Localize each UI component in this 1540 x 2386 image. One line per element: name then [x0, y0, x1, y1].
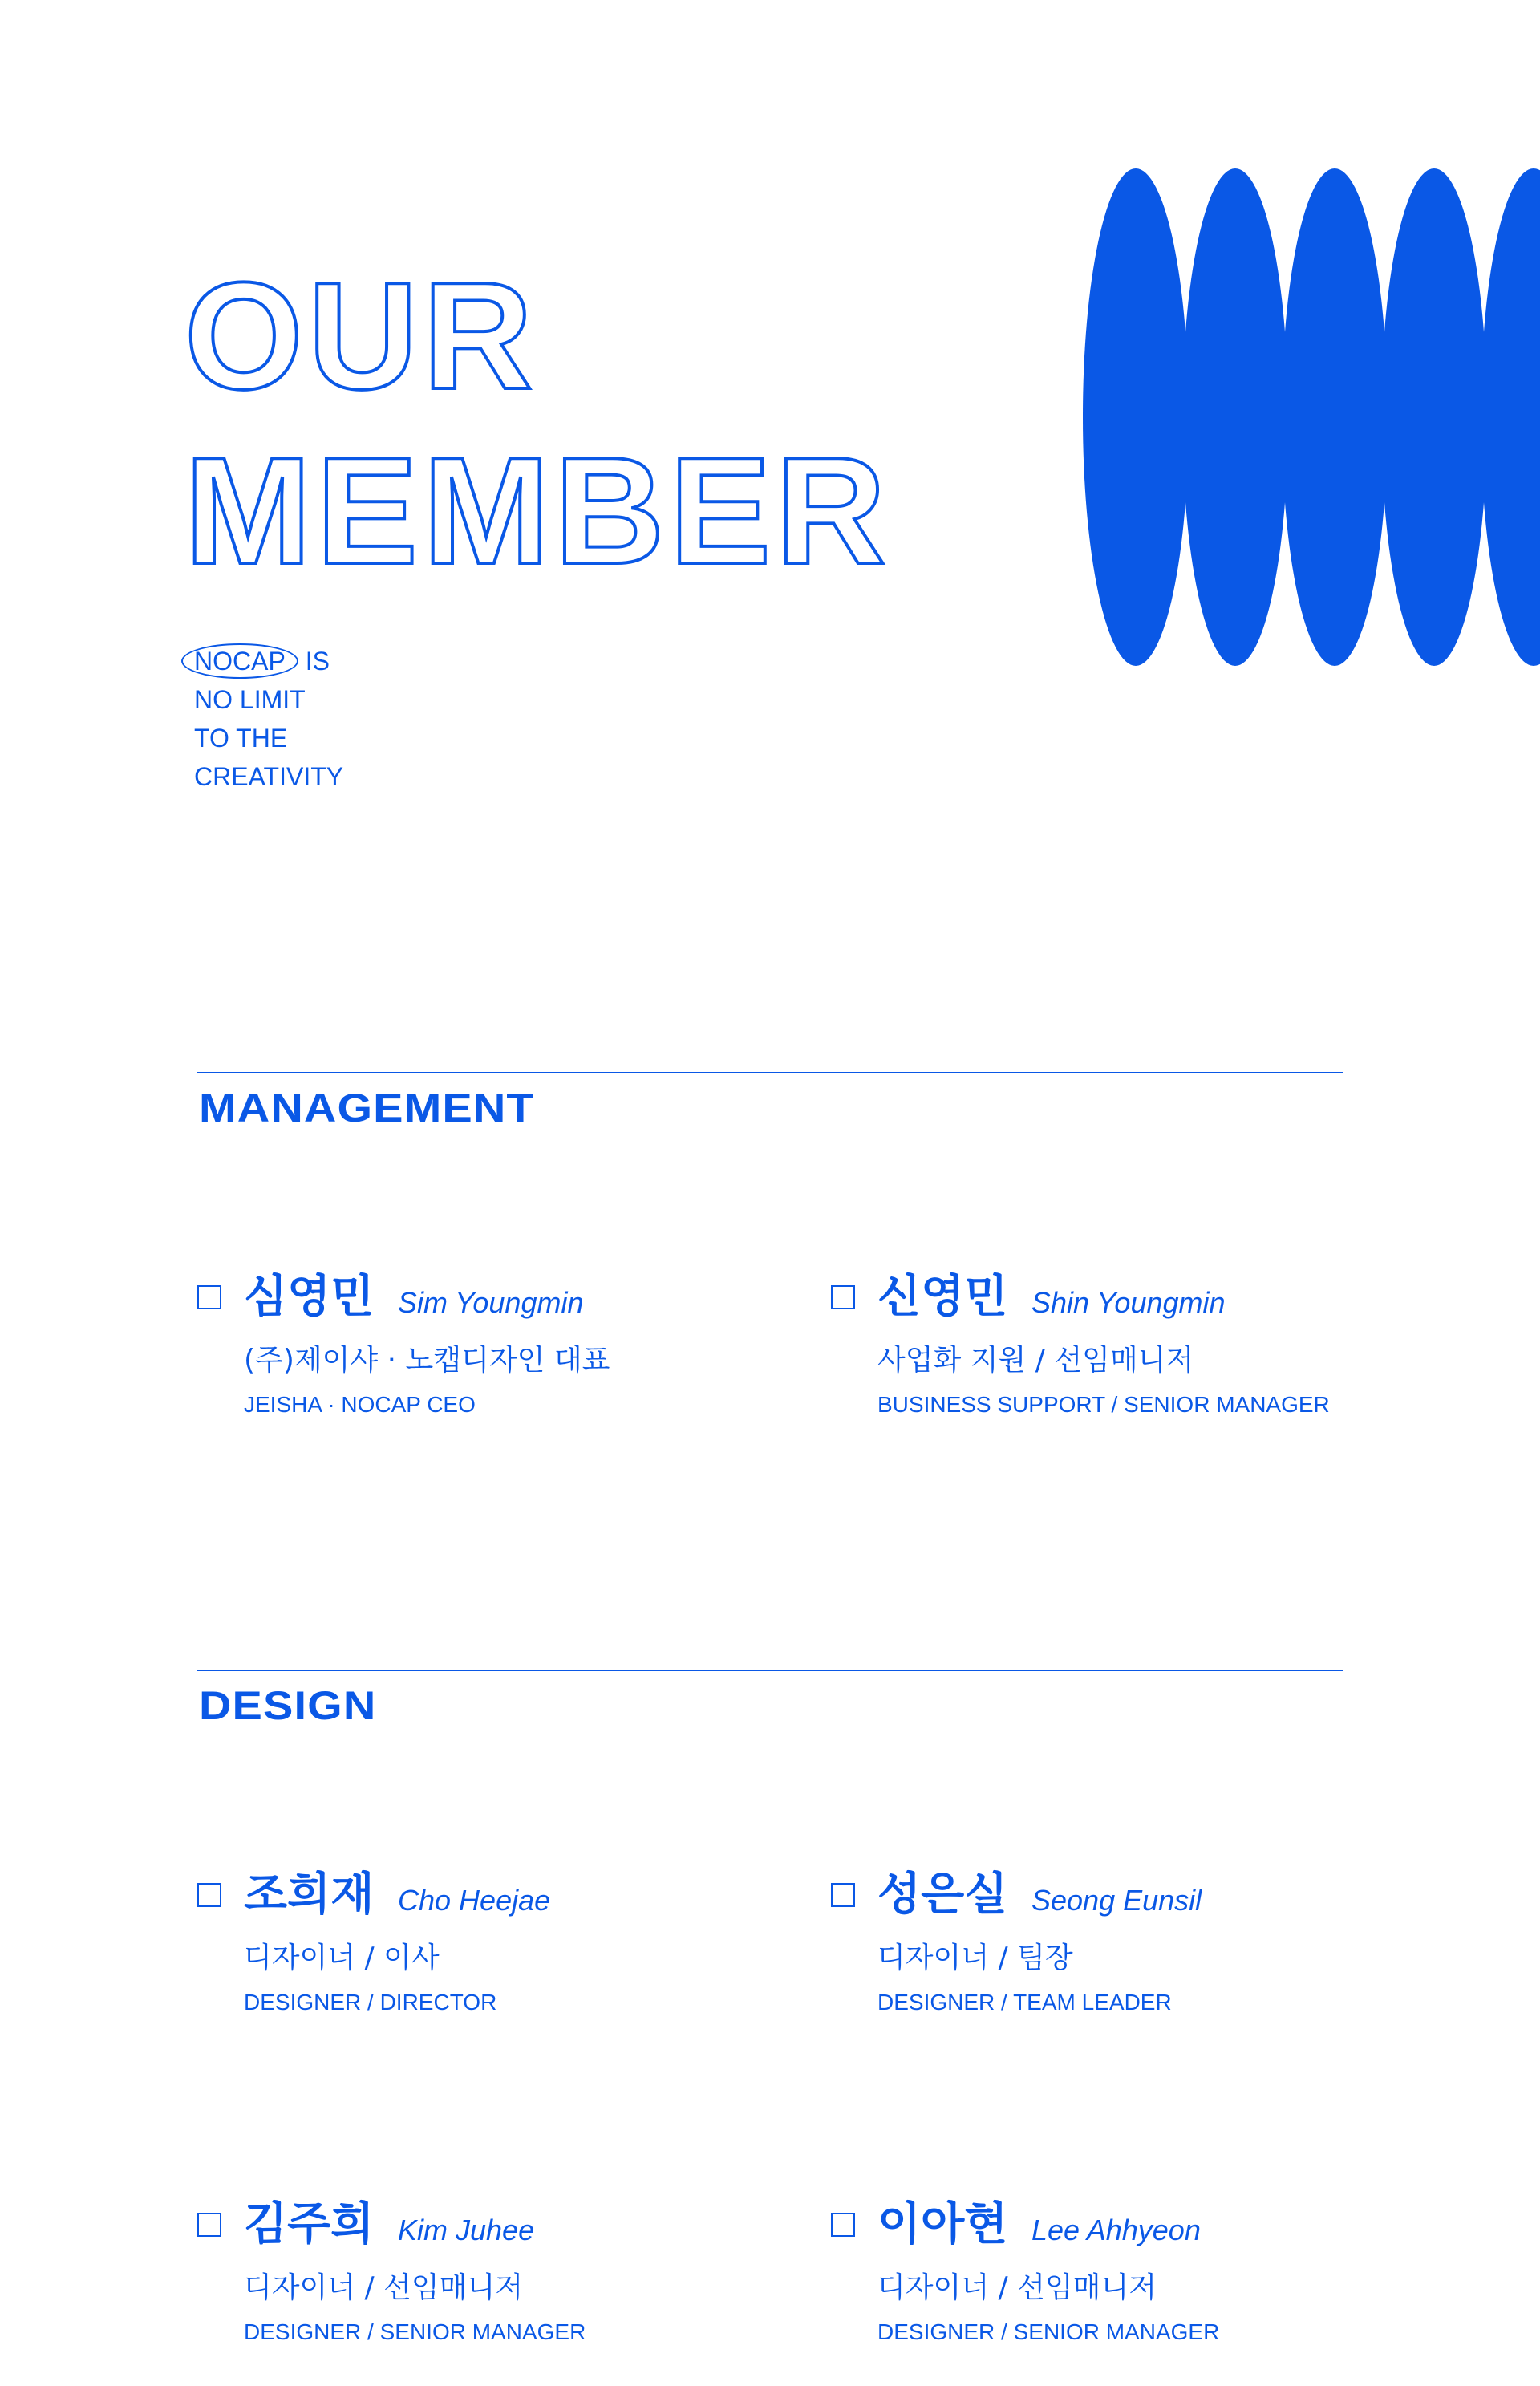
section-title-management: MANAGEMENT: [199, 1085, 535, 1130]
decorative-oval: [1481, 168, 1540, 666]
nocap-badge: NOCAP: [181, 643, 298, 679]
decorative-ovals: [1083, 168, 1540, 666]
checkbox-icon: [831, 1285, 855, 1309]
member-korean-role: 디자이너 / 선임매니저: [877, 2271, 1157, 2304]
member-card: [831, 1867, 1392, 2015]
section-divider: [197, 1072, 1343, 1073]
member-english-role: JEISHA · NOCAP CEO: [244, 1392, 476, 1417]
member-english-role: DESIGNER / TEAM LEADER: [877, 1990, 1172, 2015]
member-card: [197, 1269, 759, 1417]
member-korean-role: 디자이너 / 선임매니저: [244, 2271, 523, 2304]
tagline-line-4: CREATIVITY: [194, 762, 344, 791]
member-korean-role: 디자이너 / 이사: [244, 1942, 440, 1974]
member-korean-name: 이아현: [877, 2198, 1008, 2250]
member-english-name: Shin Youngmin: [1031, 1286, 1226, 1319]
checkbox-icon: [197, 1883, 221, 1907]
member-english-role: DESIGNER / SENIOR MANAGER: [877, 2319, 1220, 2344]
member-korean-name: 성은실: [877, 1869, 1008, 1921]
tagline-line-1: [194, 642, 343, 680]
decorative-oval: [1083, 168, 1189, 666]
page-title-line-1: OUR: [184, 251, 538, 421]
member-card: [831, 2197, 1392, 2344]
page-title-line-2: MEMBER: [184, 426, 891, 596]
member-korean-name: 조희재: [244, 1869, 375, 1921]
checkbox-icon: [197, 1285, 221, 1309]
member-english-role: DESIGNER / SENIOR MANAGER: [244, 2319, 586, 2344]
checkbox-icon: [831, 2213, 855, 2237]
member-card: [197, 2197, 759, 2344]
member-english-name: Lee Ahhyeon: [1031, 2214, 1201, 2246]
page-title: [184, 249, 890, 599]
member-korean-role: 사업화 지원 / 선임매니저: [877, 1344, 1194, 1377]
member-korean-name: 김주희: [244, 2198, 375, 2250]
member-korean-role: (주)제이샤 · 노캡디자인 대표: [244, 1344, 610, 1377]
member-english-name: Sim Youngmin: [398, 1286, 584, 1319]
tagline-line-2: NO LIMIT: [194, 685, 306, 714]
decorative-oval: [1282, 168, 1388, 666]
section-divider: [197, 1670, 1343, 1671]
member-english-role: BUSINESS SUPPORT / SENIOR MANAGER: [877, 1392, 1330, 1417]
decorative-oval: [1381, 168, 1487, 666]
member-card: [197, 1867, 759, 2015]
section-title-design: DESIGN: [199, 1683, 377, 1728]
checkbox-icon: [831, 1883, 855, 1907]
member-korean-role: 디자이너 / 팀장: [877, 1942, 1073, 1974]
member-korean-name: 신영민: [877, 1271, 1008, 1323]
decorative-oval: [1182, 168, 1288, 666]
member-english-name: Cho Heejae: [398, 1884, 551, 1917]
member-korean-name: 심영민: [244, 1271, 375, 1323]
tagline: [194, 642, 343, 796]
tagline-line-1-rest: IS: [298, 647, 330, 676]
member-english-role: DESIGNER / DIRECTOR: [244, 1990, 497, 2015]
checkbox-icon: [197, 2213, 221, 2237]
member-card: [831, 1269, 1392, 1417]
member-english-name: Kim Juhee: [398, 2214, 535, 2246]
member-english-name: Seong Eunsil: [1031, 1884, 1202, 1917]
tagline-line-3: TO THE: [194, 724, 288, 753]
